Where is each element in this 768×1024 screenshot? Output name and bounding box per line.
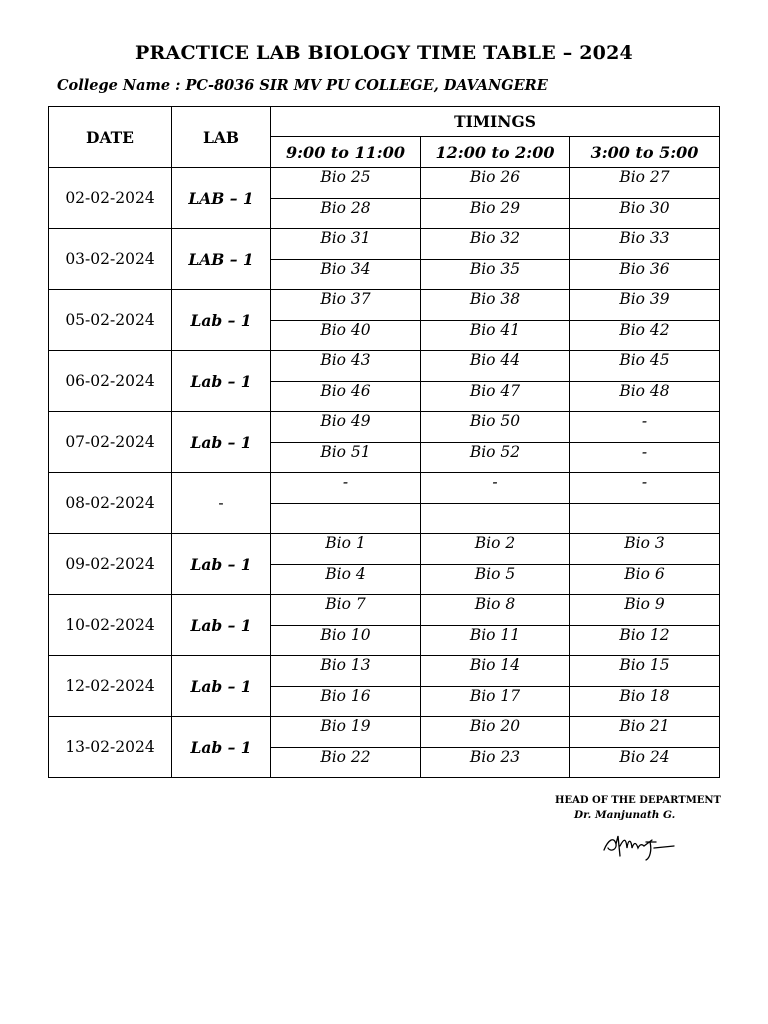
slot-cell: Bio 39 <box>570 290 720 321</box>
slot-cell: Bio 3 <box>570 534 720 565</box>
slot-cell: Bio 14 <box>421 656 570 687</box>
slot-cell: Bio 25 <box>271 168 421 199</box>
college-name: College Name : PC-8036 SIR MV PU COLLEGE, DAVANGERE <box>57 77 548 94</box>
slot-cell: Bio 10 <box>271 625 421 656</box>
slot-cell: Bio 38 <box>421 290 570 321</box>
slot-cell: Bio 7 <box>271 595 421 626</box>
slot-cell: Bio 28 <box>271 198 421 229</box>
hod-title: HEAD OF THE DEPARTMENT <box>555 795 721 806</box>
date-cell: 03-02-2024 <box>49 229 172 290</box>
table-row <box>49 168 720 199</box>
date-cell: 10-02-2024 <box>49 595 172 656</box>
slot-cell: Bio 52 <box>421 442 570 473</box>
slot-cell: - <box>570 473 720 504</box>
slot-cell: - <box>570 412 720 443</box>
slot-cell: Bio 36 <box>570 259 720 290</box>
slot-header-1: 9:00 to 11:00 <box>271 137 421 168</box>
slot-cell: Bio 46 <box>271 381 421 412</box>
slot-cell: Bio 45 <box>570 351 720 382</box>
table-row <box>49 351 720 382</box>
table-row <box>49 412 720 443</box>
slot-cell: Bio 47 <box>421 381 570 412</box>
slot-cell: Bio 24 <box>570 747 720 778</box>
date-cell: 08-02-2024 <box>49 473 172 534</box>
slot-cell <box>570 503 720 534</box>
date-cell: 07-02-2024 <box>49 412 172 473</box>
slot-cell: - <box>271 473 421 504</box>
date-header: DATE <box>49 107 172 168</box>
slot-cell: Bio 49 <box>271 412 421 443</box>
lab-cell: - <box>172 473 271 534</box>
slot-cell: Bio 6 <box>570 564 720 595</box>
slot-cell: Bio 27 <box>570 168 720 199</box>
table-row <box>49 534 720 565</box>
slot-cell: Bio 40 <box>271 320 421 351</box>
lab-cell: Lab – 1 <box>172 351 271 412</box>
slot-cell: Bio 26 <box>421 168 570 199</box>
lab-cell: Lab – 1 <box>172 656 271 717</box>
slot-cell: Bio 22 <box>271 747 421 778</box>
slot-cell: - <box>421 473 570 504</box>
lab-header: LAB <box>172 107 271 168</box>
slot-cell: Bio 20 <box>421 717 570 748</box>
slot-cell: Bio 4 <box>271 564 421 595</box>
slot-cell: Bio 29 <box>421 198 570 229</box>
slot-cell: Bio 44 <box>421 351 570 382</box>
slot-cell: Bio 12 <box>570 625 720 656</box>
slot-cell: - <box>570 442 720 473</box>
lab-cell: Lab – 1 <box>172 290 271 351</box>
page-title: PRACTICE LAB BIOLOGY TIME TABLE – 2024 <box>135 42 633 64</box>
date-cell: 12-02-2024 <box>49 656 172 717</box>
table-row <box>49 717 720 748</box>
slot-cell: Bio 37 <box>271 290 421 321</box>
slot-cell: Bio 17 <box>421 686 570 717</box>
table-row <box>49 290 720 321</box>
hod-name: Dr. Manjunath G. <box>574 809 676 821</box>
date-cell: 05-02-2024 <box>49 290 172 351</box>
lab-cell: Lab – 1 <box>172 595 271 656</box>
slot-cell: Bio 33 <box>570 229 720 260</box>
slot-header-2: 12:00 to 2:00 <box>421 137 570 168</box>
slot-cell: Bio 9 <box>570 595 720 626</box>
slot-cell: Bio 11 <box>421 625 570 656</box>
slot-cell: Bio 8 <box>421 595 570 626</box>
slot-cell: Bio 2 <box>421 534 570 565</box>
slot-cell: Bio 16 <box>271 686 421 717</box>
date-cell: 06-02-2024 <box>49 351 172 412</box>
table-row <box>49 229 720 260</box>
slot-cell: Bio 31 <box>271 229 421 260</box>
timings-header: TIMINGS <box>271 107 720 137</box>
lab-cell: Lab – 1 <box>172 412 271 473</box>
lab-cell: LAB – 1 <box>172 168 271 229</box>
slot-cell <box>271 503 421 534</box>
lab-cell: Lab – 1 <box>172 534 271 595</box>
slot-cell: Bio 5 <box>421 564 570 595</box>
slot-cell: Bio 15 <box>570 656 720 687</box>
slot-cell: Bio 34 <box>271 259 421 290</box>
slot-cell: Bio 51 <box>271 442 421 473</box>
slot-cell: Bio 32 <box>421 229 570 260</box>
slot-cell: Bio 42 <box>570 320 720 351</box>
slot-cell: Bio 50 <box>421 412 570 443</box>
slot-cell: Bio 30 <box>570 198 720 229</box>
slot-cell: Bio 41 <box>421 320 570 351</box>
date-cell: 02-02-2024 <box>49 168 172 229</box>
lab-cell: LAB – 1 <box>172 229 271 290</box>
slot-cell: Bio 48 <box>570 381 720 412</box>
timetable-body <box>49 168 720 778</box>
slot-cell: Bio 23 <box>421 747 570 778</box>
slot-cell: Bio 43 <box>271 351 421 382</box>
table-row <box>49 595 720 626</box>
slot-cell: Bio 35 <box>421 259 570 290</box>
slot-cell: Bio 19 <box>271 717 421 748</box>
signature-icon <box>600 826 680 862</box>
table-row <box>49 656 720 687</box>
lab-cell: Lab – 1 <box>172 717 271 778</box>
date-cell: 09-02-2024 <box>49 534 172 595</box>
slot-cell: Bio 13 <box>271 656 421 687</box>
slot-cell: Bio 21 <box>570 717 720 748</box>
slot-cell: Bio 18 <box>570 686 720 717</box>
date-cell: 13-02-2024 <box>49 717 172 778</box>
slot-header-3: 3:00 to 5:00 <box>570 137 720 168</box>
slot-cell: Bio 1 <box>271 534 421 565</box>
slot-cell <box>421 503 570 534</box>
timetable <box>48 106 720 778</box>
table-row <box>49 473 720 504</box>
